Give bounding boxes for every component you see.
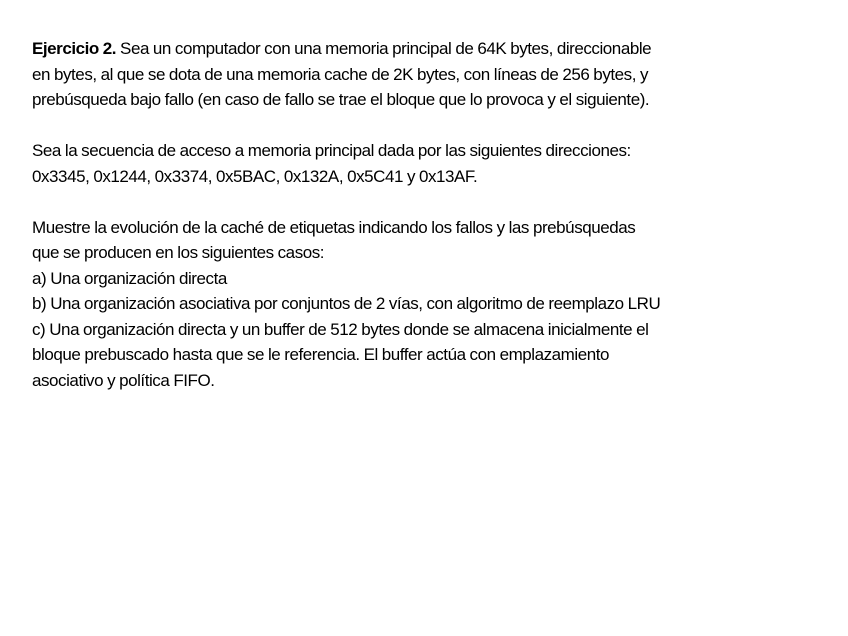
case-b: b) Una organización asociativa por conjuntos de 2 vías, con algoritmo de reemplazo LRU [32, 294, 661, 313]
sequence-intro: Sea la secuencia de acceso a memoria principal dada por las siguientes direcciones: [32, 141, 631, 160]
case-a: a) Una organización directa [32, 268, 227, 288]
exercise-content [32, 36, 832, 419]
exercise-title: Ejercicio 2. [32, 39, 117, 58]
task-line-1: Muestre la evolución de la caché de etiquetas indicando los fallos y las prebúsquedas [32, 217, 636, 237]
case-c-line-3: asociativo y política FIFO. [32, 370, 215, 390]
statement-line-1 [32, 36, 832, 62]
statement-text: Sea un computador con una memoria principal de 64K bytes, direccionable [116, 39, 652, 58]
address-sequence [32, 138, 832, 189]
task-line-2: que se producen en los siguientes casos: [32, 243, 325, 262]
task-description [32, 215, 832, 394]
statement-line-3: prebúsqueda bajo fallo (en caso de fallo se trae el bloque que lo provoca y el siguiente). [32, 90, 650, 109]
problem-statement [32, 36, 832, 113]
case-c-line-1: c) Una organización directa y un buffer de 512 bytes donde se almacena inicialmente el [32, 319, 649, 339]
case-c-line-2: bloque prebuscado hasta que se le referencia. El buffer actúa con emplazamiento [32, 345, 610, 364]
sequence-addresses: 0x3345, 0x1244, 0x3374, 0x5BAC, 0x132A, 0x5C41 y 0x13AF. [32, 166, 478, 186]
statement-line-2: en bytes, al que se dota de una memoria cache de 2K bytes, con líneas de 256 bytes, y [32, 64, 648, 84]
